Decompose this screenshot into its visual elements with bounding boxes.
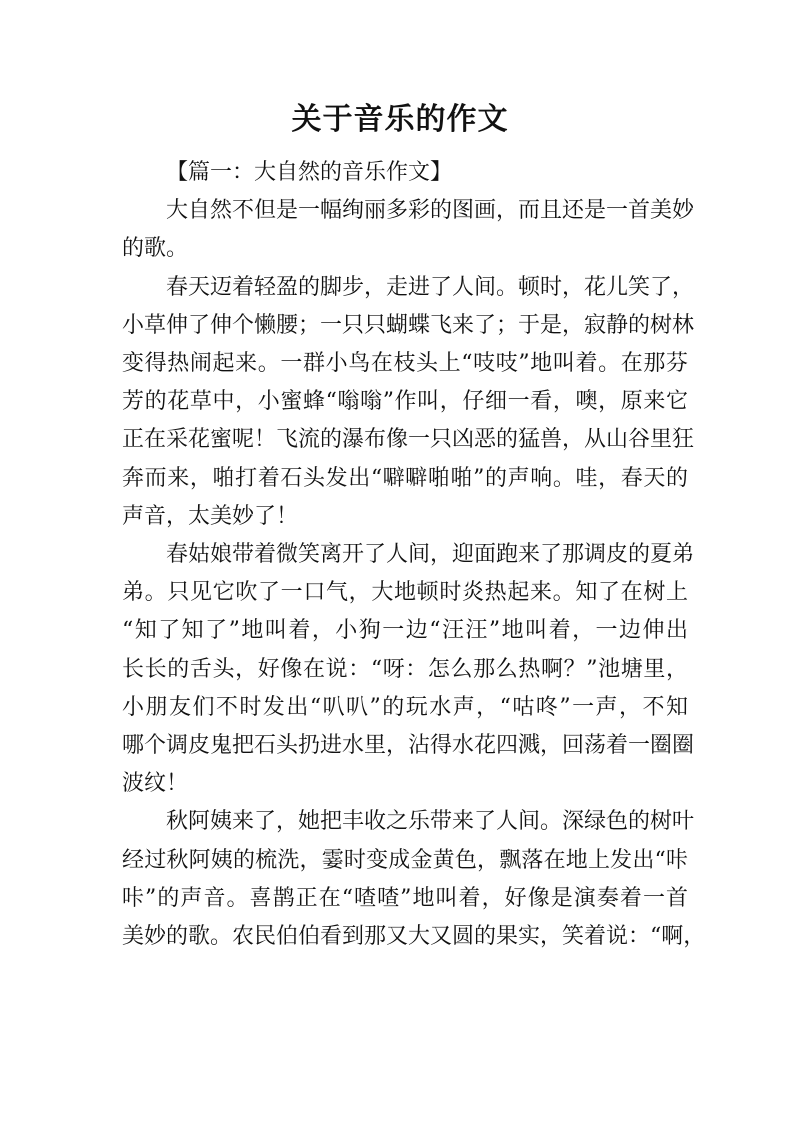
paragraph-3-line: 波纹！ [122,771,189,797]
paragraph-3-line: “知了知了”地叫着，小狗一边“汪汪”地叫着，一边伸出 [122,618,688,644]
paragraph-3-line: 长长的舌头，好像在说：“呀：怎么那么热啊？”池塘里， [122,656,688,682]
paragraph-2-line: 变得热闹起来。一群小鸟在枝头上“吱吱”地叫着。在那芬 [122,351,688,377]
paragraph-4-line: 咔”的声音。喜鹊正在“喳喳”地叫着，好像是演奏着一首 [122,885,688,911]
paragraph-1-line: 大自然不但是一幅绚丽多彩的图画，而且还是一首美妙 [166,198,695,224]
paragraph-2-line: 小草伸了伸个懒腰；一只只蝴蝶飞来了；于是，寂静的树林 [122,312,695,338]
paragraph-3-line: 小朋友们不时发出“叭叭”的玩水声，“咕咚”一声，不知 [122,694,688,720]
paragraph-2-line: 春天迈着轻盈的脚步，走进了人间。顿时，花儿笑了， [166,274,695,300]
paragraph-2-line: 声音，太美妙了！ [122,503,299,529]
paragraph-3-line: 春姑娘带着微笑离开了人间，迎面跑来了那调皮的夏弟 [166,542,695,568]
paragraph-4-line: 美妙的歌。农民伯伯看到那又大又圆的果实，笑着说：“啊， [122,924,706,950]
paragraph-2-line: 正在采花蜜呢！飞流的瀑布像一只凶恶的猛兽，从山谷里狂 [122,427,695,453]
paragraph-4-line: 秋阿姨来了，她把丰收之乐带来了人间。深绿色的树叶 [166,809,695,835]
paragraph-2-line: 奔而来，啪打着石头发出“噼噼啪啪”的声响。哇，春天的 [122,465,688,491]
paragraph-1-line: 的歌。 [122,236,189,262]
paragraph-2-line: 芳的花草中，小蜜蜂“嗡嗡”作叫，仔细一看，噢，原来它 [122,389,688,415]
paragraph-3-line: 哪个调皮鬼把石头扔进水里，沾得水花四溅，回荡着一圈圈 [122,733,695,759]
paragraph-3-line: 弟。只见它吹了一口气，大地顿时炎热起来。知了在树上 [122,580,688,606]
section-heading: 【篇一：大自然的音乐作文】 [166,160,453,185]
document-title: 关于音乐的作文 [291,102,509,137]
document-body [122,154,706,956]
paragraph-4-line: 经过秋阿姨的梳洗，霎时变成金黄色，飘落在地上发出“咔 [122,847,688,873]
